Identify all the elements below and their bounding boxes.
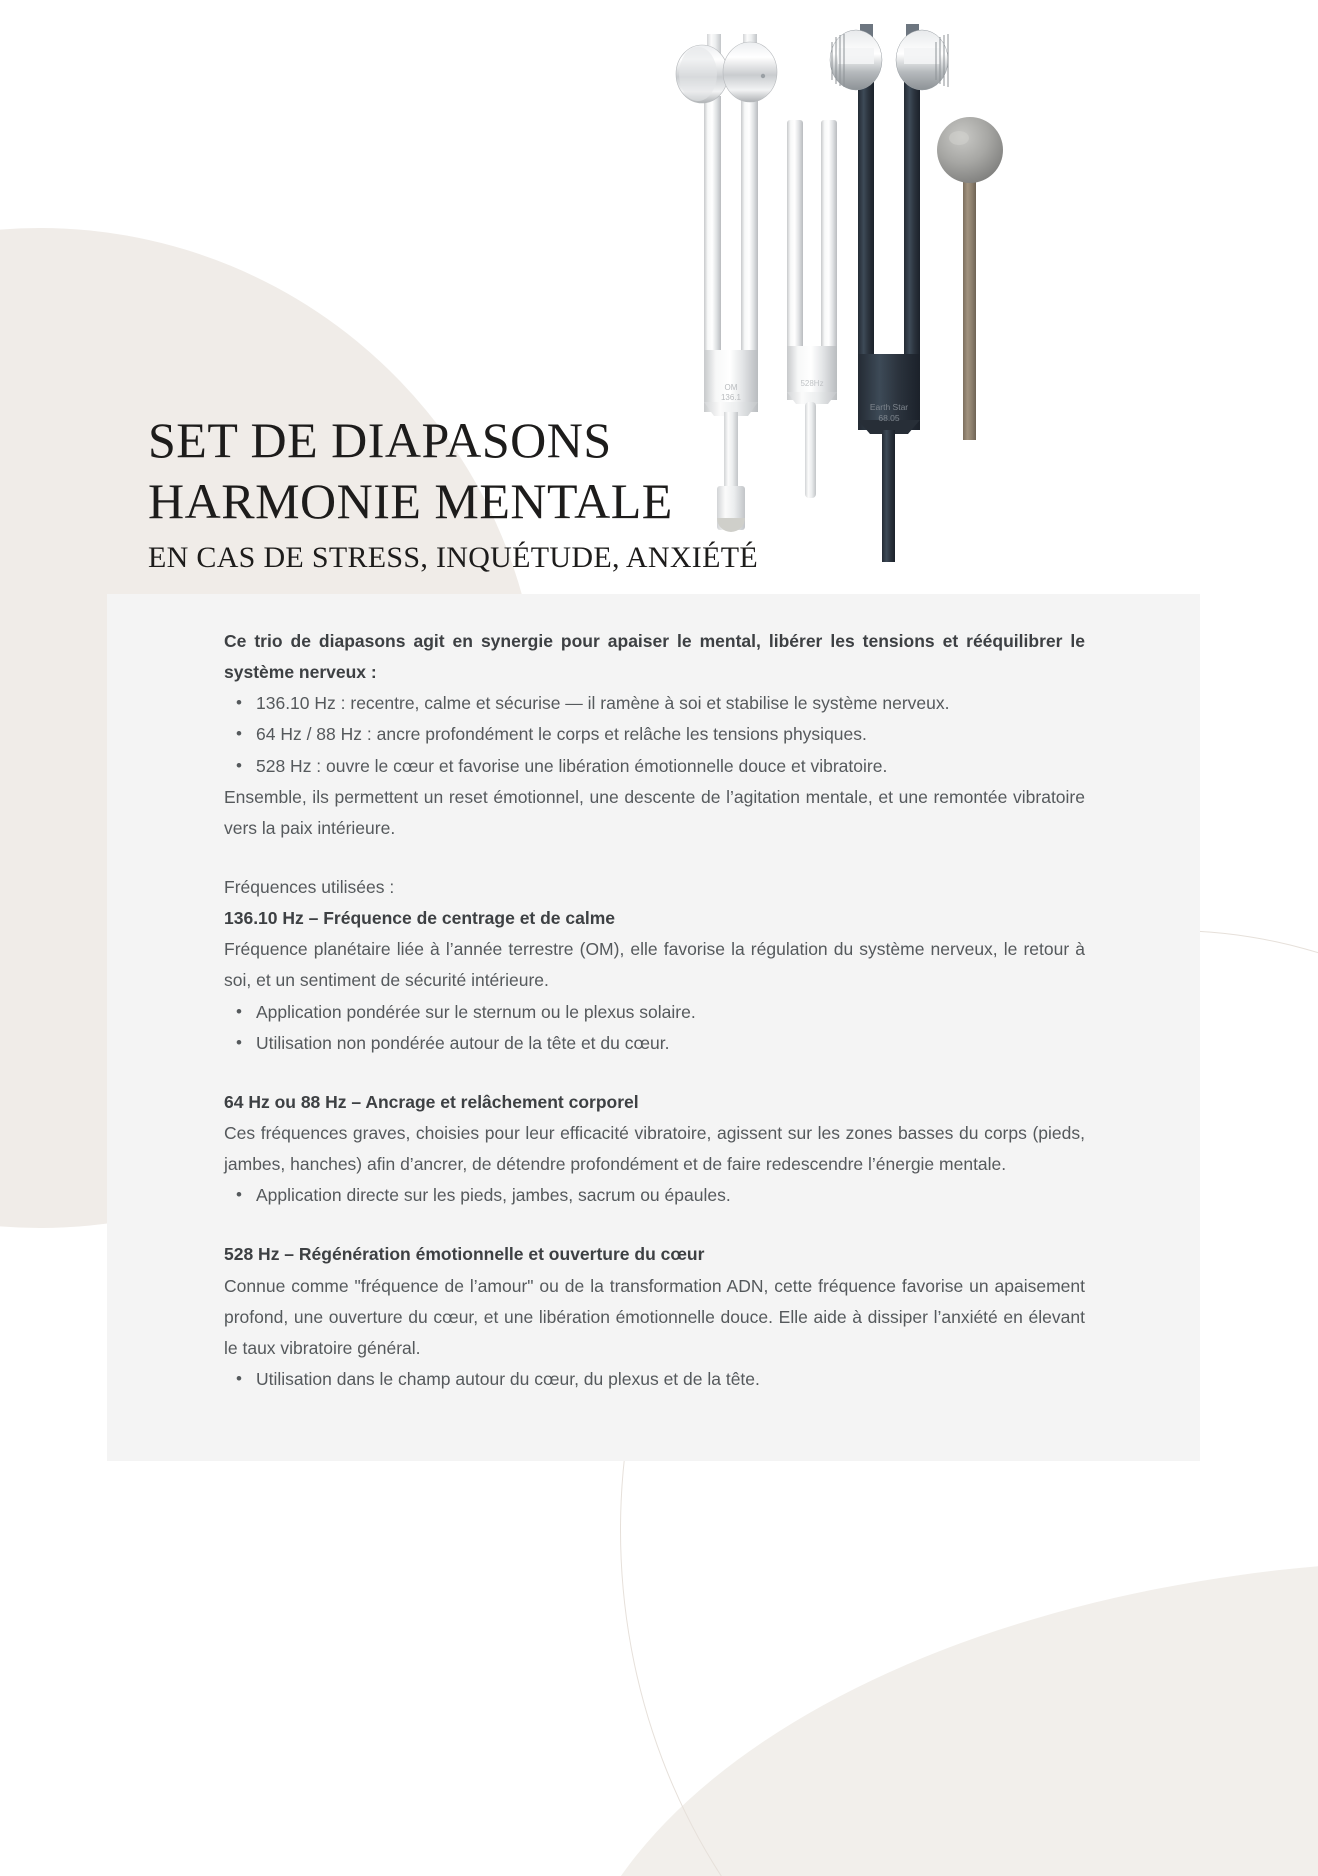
intro-paragraph: Ce trio de diapasons agit en synergie pour apaiser le mental, libérer les tensions et rééquilibrer le système nerveux :	[224, 631, 1085, 683]
content-panel	[107, 594, 1200, 1461]
section-paragraph: Fréquence planétaire liée à l’année terrestre (OM), elle favorise la régulation du système nerveux, le retour à soi, et un sentiment de sécurité intérieure.	[224, 939, 1085, 991]
section-bullet-list	[224, 997, 1085, 1059]
fork-engraving-earth-star-line2: 68.05	[878, 413, 900, 423]
spacer	[224, 1211, 1085, 1239]
section-bullet-list	[224, 1180, 1085, 1211]
section-heading: 136.10 Hz – Fréquence de centrage et de calme	[224, 908, 616, 929]
page-title-line-2: HARMONIE MENTALE	[148, 473, 673, 529]
section-heading: 528 Hz – Régénération émotionnelle et ouverture du cœur	[224, 1244, 705, 1265]
list-item: • 136.10 Hz : recentre, calme et sécurise — il ramène à soi et stabilise le système nerveux.	[224, 688, 1085, 719]
section-528hz	[224, 1239, 1085, 1395]
fork-engraving-528: 528Hz	[800, 379, 824, 388]
list-item: • Application pondérée sur le sternum ou le plexus solaire.	[224, 997, 1085, 1028]
list-item: • 64 Hz / 88 Hz : ancre profondément le corps et relâche les tensions physiques.	[224, 719, 1085, 750]
intro-bullet-list	[224, 688, 1085, 781]
list-item: • Utilisation dans le champ autour du cœur, du plexus et de la tête.	[224, 1364, 1085, 1395]
mallet	[937, 117, 1003, 440]
page-subtitle: EN CAS DE STRESS, INQUÉTUDE, ANXIÉTÉ	[148, 541, 758, 574]
section-bullet-list	[224, 1364, 1085, 1395]
frequencies-label: Fréquences utilisées :	[224, 876, 395, 897]
fork-engraving-om-line2: 136.1	[720, 393, 742, 402]
section-heading: 64 Hz ou 88 Hz – Ancrage et relâchement corporel	[224, 1091, 639, 1112]
list-item: • Application directe sur les pieds, jambes, sacrum ou épaules.	[224, 1180, 1085, 1211]
section-136hz	[224, 903, 1085, 1059]
page-title-line-1: SET DE DIAPASONS	[148, 412, 612, 468]
intro-outro-paragraph: Ensemble, ils permettent un reset émotionnel, une descente de l’agitation mentale, et une remontée vibratoire vers la paix intérieure.	[224, 786, 1085, 838]
section-64-88hz	[224, 1087, 1085, 1212]
fork-engraving-om-line1: OM	[724, 383, 738, 392]
list-item: • Utilisation non pondérée autour de la tête et du cœur.	[224, 1028, 1085, 1059]
fork-engraving-earth-star-line1: Earth Star	[869, 402, 909, 412]
section-paragraph: Ces fréquences graves, choisies pour leur efficacité vibratoire, agissent sur les zones basses du corps (pieds, jambes, hanches) afin d’ancrer, de détendre profondément et de faire redescendre l’énergie mentale.	[224, 1122, 1085, 1175]
list-item: • 528 Hz : ouvre le cœur et favorise une libération émotionnelle douce et vibratoire.	[224, 751, 1085, 782]
spacer	[224, 1059, 1085, 1087]
spacer	[224, 844, 1085, 872]
section-paragraph: Connue comme "fréquence de l’amour" ou de la transformation ADN, cette fréquence favorise un apaisement profond, une ouverture du cœur, et une libération émotionnelle douce. Elle aide à dissiper l’anxiété en élevant le taux vibratoire général.	[224, 1275, 1085, 1358]
